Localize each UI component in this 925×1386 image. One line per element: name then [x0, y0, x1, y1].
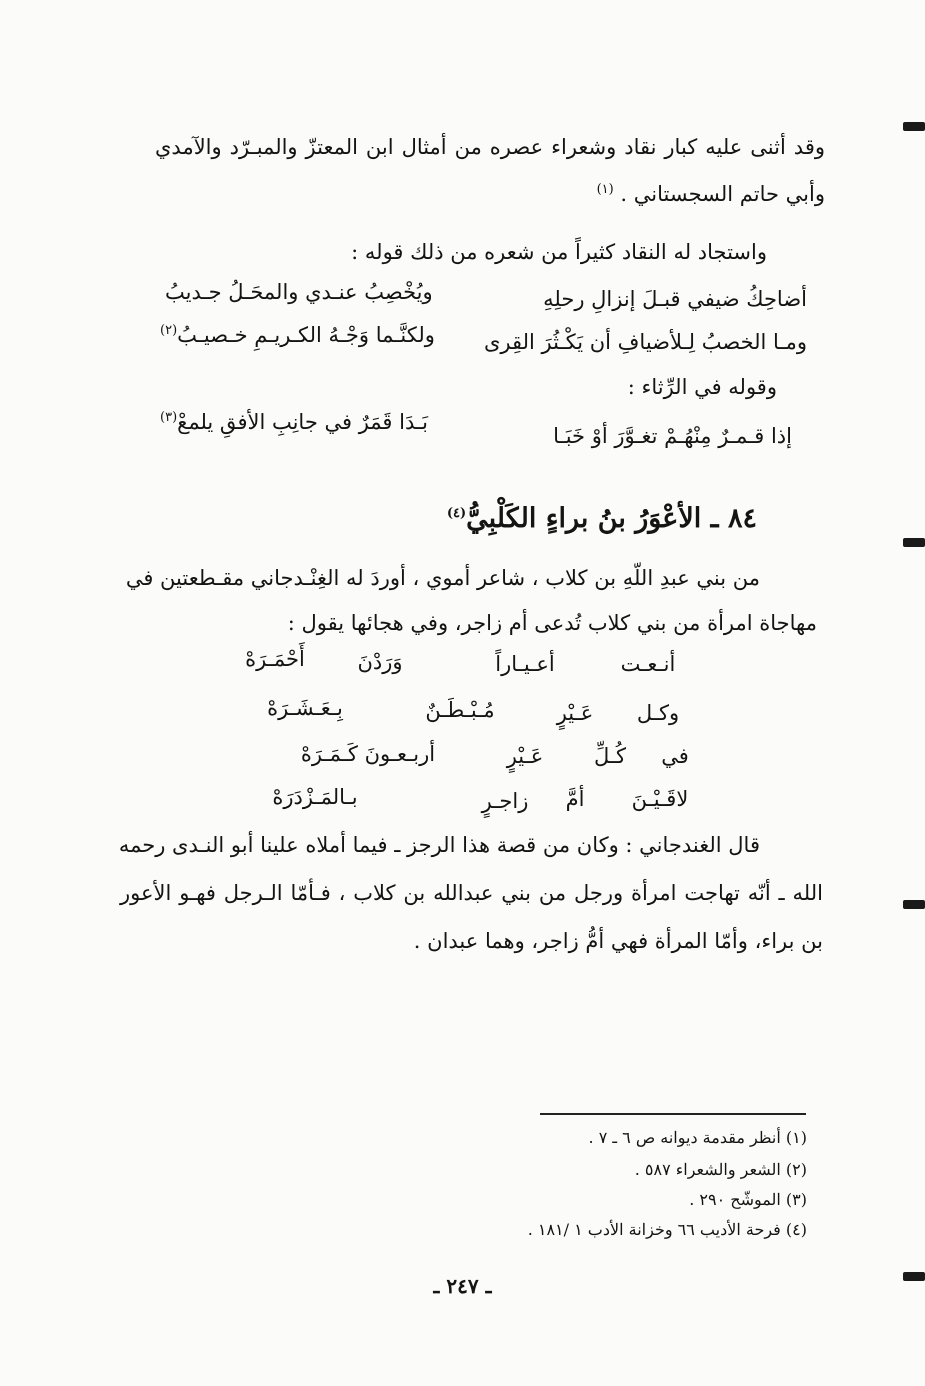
story-line-3: بن براء، وأمّا المرأة فهي أمُّ زاجر، وهما عبدان . — [413, 929, 823, 953]
rajaz-line-4-word-2: أمَّ — [565, 787, 585, 811]
scan-edge-mark — [903, 122, 925, 131]
footnote-1: (١) أنظر مقدمة ديوانه ص ٦ ـ ٧ . — [588, 1128, 807, 1147]
verse-3-second-text: بَـدَا قَمَرٌ في جانِبِ الأفقِ يلمعْ — [177, 410, 429, 434]
story-line-2: الله ـ أنّه تهاجت امرأة ورجل من بني عبدالله بن كلاب ، فـأمّا الـرجل فهـو الأعور — [120, 881, 823, 905]
verse-2-second-text: ولكنَّـما وَجْـهُ الكـريـمِ خـصيـبُ — [177, 323, 435, 347]
rajaz-line-4-word-1: لاقَـيْـنَ — [631, 787, 689, 811]
footnote-separator — [540, 1113, 806, 1115]
footnote-2: (٢) الشعر والشعراء ٥٨٧ . — [634, 1160, 807, 1179]
rajaz-line-3-word-1: في — [661, 744, 689, 768]
intro-line-2-text: وأبي حاتم السجستاني . — [620, 182, 825, 206]
verse-2-first-hemistich: ومـا الخصبُ لِـلأضيافِ أن يَكْـثُرَ القِرى — [483, 330, 807, 354]
footnote-ref-2: (٢) — [160, 323, 178, 338]
verse-3-first-hemistich: إذا قـمـرٌ مِنْهُـمْ تغـوَّرَ أوْ خَبَـا — [553, 424, 792, 448]
scan-edge-mark — [903, 538, 925, 547]
footnote-4: (٤) فرحة الأديب ٦٦ وخزانة الأدب ١ /١٨١ . — [527, 1220, 807, 1239]
footnote-ref-1: (١) — [596, 182, 614, 197]
rajaz-line-2-word-1: وكـل — [636, 701, 680, 725]
story-line-1: قال الغندجاني : وكان من قصة هذا الرجز ـ فيما أملاه علينا أبو النـدى رحمه — [118, 833, 760, 857]
rajaz-line-2-word-4: بِـعَـشَـرَهْ — [267, 696, 343, 720]
rajaz-line-1-word-4: أَحْمَـرَهْ — [245, 647, 305, 671]
rajaz-line-1-word-1: أنـعـت — [620, 652, 676, 676]
rajaz-line-1-word-2: أعـيـاراً — [495, 652, 555, 676]
rajaz-line-1-word-3: وَرَدْنَ — [357, 650, 403, 674]
rajaz-line-2-word-3: مُـبْـطَـنٌ — [425, 698, 495, 722]
section-heading-text: ٨٤ ـ الأعْوَرُ بنُ براءٍ الكَلْبِيُّ — [466, 503, 757, 534]
rajaz-line-2-word-2: عَـيْرٍ — [556, 701, 594, 725]
bio-line-1: من بني عبدِ اللّهِ بن كلاب ، شاعر أموي ، أوردَ له الغِنْـدجاني مقـطعتين في — [125, 566, 760, 590]
verse-1-first-hemistich: أضاحِكُ ضيفي قبـلَ إنزالِ رحلِهِ — [543, 287, 807, 311]
ritha-label: وقوله في الرِّثاء : — [627, 375, 777, 399]
verse-1-second-hemistich: ويُخْصِبُ عنـدي والمحَـلُ جـديبُ — [165, 280, 433, 304]
intro-line-2 — [597, 178, 825, 210]
verse-3-second-hemistich — [160, 406, 428, 438]
intro-line-3: واستجاد له النقاد كثيراً من شعره من ذلك قوله : — [351, 240, 767, 264]
rajaz-line-3-word-2: كُـلِّ — [593, 744, 627, 768]
footnote-ref-3: (٣) — [160, 410, 178, 425]
scan-edge-mark — [903, 900, 925, 909]
rajaz-line-3-word-3: عَـيْرٍ — [506, 744, 544, 768]
footnote-3: (٣) الموشّح ٢٩٠ . — [689, 1190, 807, 1209]
bio-line-2: مهاجاة امرأة من بني كلاب تُدعى أم زاجر، وفي هجائها يقول : — [287, 611, 817, 635]
page-number: ـ ٢٤٧ ـ — [433, 1274, 492, 1298]
section-heading — [447, 499, 757, 539]
intro-line-1: وقد أثنى عليه كبار نقاد وشعراء عصره من أمثال ابن المعتزّ والمبـرّد والآمدي — [155, 135, 825, 159]
verse-2-second-hemistich — [160, 319, 435, 351]
rajaz-line-3-word-4: أربـعـونَ كَـمَـرَهْ — [300, 742, 436, 766]
rajaz-line-4-word-4: بـالمَـزْدَرَهْ — [272, 785, 358, 809]
rajaz-line-4-word-3: زاجـرٍ — [481, 789, 529, 813]
footnote-ref-4: (٤) — [446, 506, 467, 521]
